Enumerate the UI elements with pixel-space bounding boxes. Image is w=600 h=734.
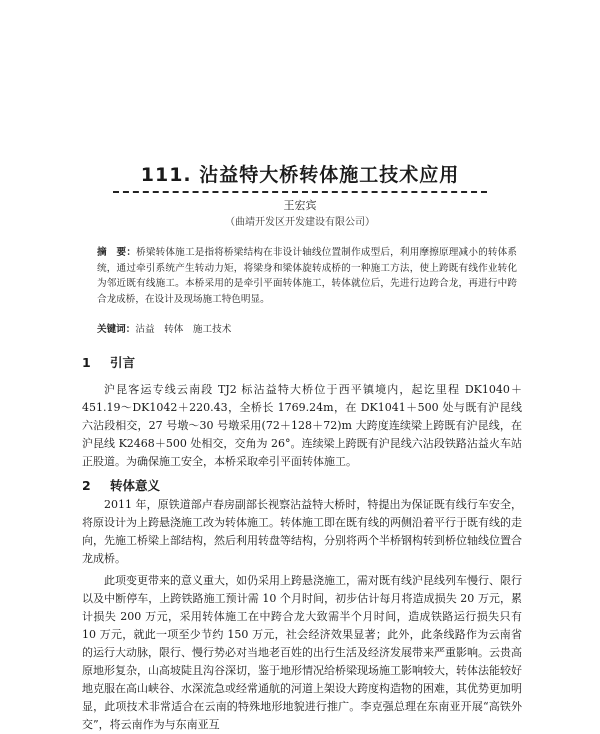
title-divider	[113, 191, 487, 193]
section-title: 引言	[110, 355, 136, 370]
keywords-text: 沾益 转体 施工技术	[135, 324, 232, 335]
paragraph-intro: 沪昆客运专线云南段 TJ2 标沾益特大桥位于西平镇境内，起讫里程 DK1040＋451.19～DK1042＋220.43，全桥长 1769.24m，在 DK1041＋500 处与既有沪昆线六沾段相交，27 号墩～30 号墩采用(72＋128＋72)m 大跨度连续梁上跨既有沪昆线，在沪昆线 K2468＋500 处相交，交角为 26°。连续梁上跨既有沪昆线六沾段铁路沾益火车站正股道。为确保施工安全，本桥采取牵引平面转体施工。	[82, 383, 522, 468]
section-heading-1	[82, 353, 135, 371]
section-number: 2	[82, 478, 91, 493]
paper-title: 111. 沾益特大桥转体施工技术应用	[140, 164, 460, 186]
section-title: 转体意义	[110, 478, 161, 493]
abstract-label: 摘 要：	[97, 247, 137, 258]
author-affiliation: （曲靖开发区开发建设有限公司）	[225, 217, 375, 228]
abstract	[97, 245, 517, 307]
paragraph-significance-1: 2011 年，原铁道部卢春房副部长视察沾益特大桥时，特提出为保证既有线行车安全，将原设计为上跨悬浇施工改为转体施工。转体施工即在既有线的两侧沿着平行于既有线的走向，先施工桥梁上部结构，然后利用转盘等结构，分别将两个半桥钢构转到桥位轴线位置合龙成桥。	[82, 498, 522, 565]
keywords-label: 关键词：	[97, 324, 136, 335]
paragraph-significance-2: 此项变更带来的意义重大，如仍采用上跨悬浇施工，需对既有线沪昆线列车慢行、限行以及中断停车，上跨铁路施工预计需 10 个月时间，初步估计每月将造成损失 20 万元，累计损失 200 万元，采用转体施工在中跨合龙大致需半个月时间，造成铁路运行损失只有 10 万元，就此一项至少节约 150 万元，社会经济效果显著；此外，此条线路作为云南省的运行大动脉，限行、慢行势必对当地老百姓的出行生活及经济发展带来严重影响。云贵高原地形复杂，山高坡陡且沟谷深切，鉴于地形情况给桥梁现场施工影响较大，转体法能较好地克服在高山峡谷、水深流急或经常通航的河道上架设大跨度构造物的困难，其优势更加明显，此项技术非常适合在云南的特殊地形地貌进行推广。李克强总理在东南亚开展“高铁外交”，将云南作为与东南亚互	[82, 574, 522, 731]
keywords	[97, 321, 517, 335]
section-heading-2	[82, 476, 160, 494]
abstract-text: 桥梁转体施工是指将桥梁结构在非设计轴线位置制作成型后，利用摩擦原理减小的转体系统，通过牵引系统产生转动力矩，将梁身和梁体旋转成桥的一种施工方法，使上跨既有线作业转化为邻近既有线施工。本桥采用的是牵引平面转体施工，转体就位后，先进行边跨合龙，再进行中跨合龙成桥，在设计及现场施工特色明显。	[97, 247, 518, 305]
section-number: 1	[82, 355, 91, 370]
author-name: 王宏宾	[283, 199, 317, 212]
